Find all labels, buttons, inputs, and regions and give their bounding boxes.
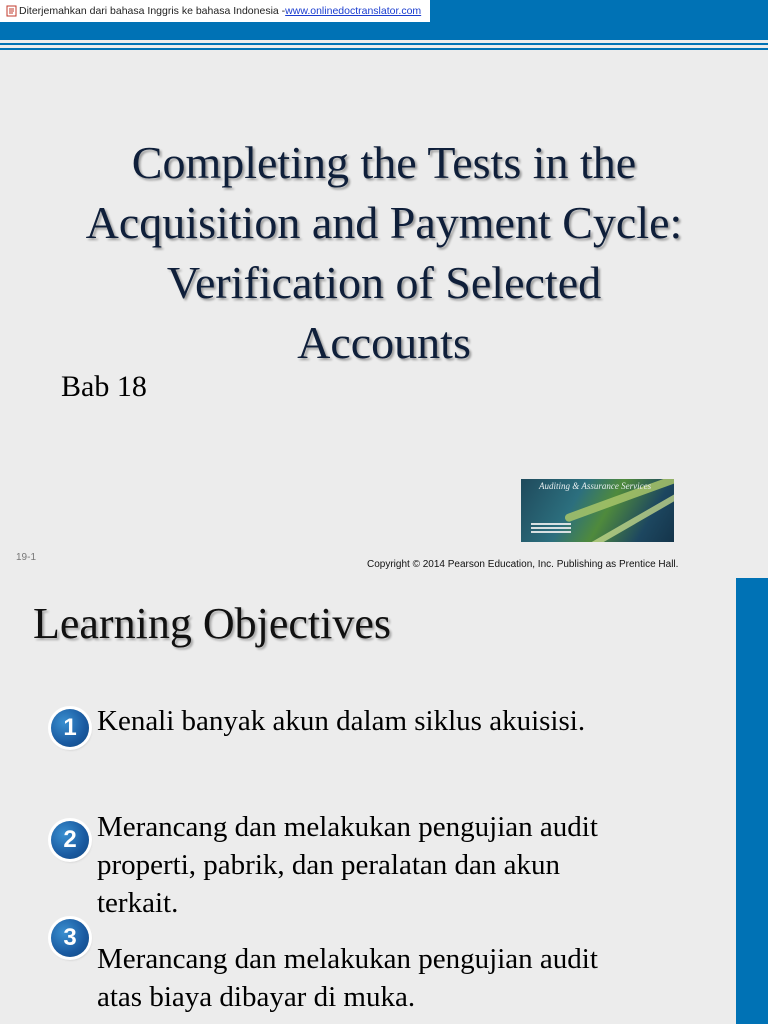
objective-3-badge: 3 [51,919,89,957]
objective-3-text [97,940,717,1016]
slide-1-title-line: Accounts [297,317,471,368]
objective-line: Merancang dan melakukan pengujian audit [97,943,598,975]
objective-2-text [97,808,717,922]
objective-line: Kenali banyak akun dalam siklus akuisisi. [97,705,586,737]
top-accent-line-2 [0,48,768,50]
page-number: 19-1 [16,552,37,563]
slide-2 [0,578,768,1024]
translator-banner-text: Diterjemahkan dari bahasa Inggris ke bahasa Indonesia - [19,5,286,17]
objective-line: terkait. [97,887,179,919]
objective-1-text [97,702,717,740]
cover-author-lines [531,523,571,525]
objective-1-badge: 1 [51,709,89,747]
slide-1-title-line: Acquisition and Payment Cycle: [85,197,683,248]
right-accent-bar [736,578,768,1024]
slide-1-title [20,133,748,373]
slide-1-title-line: Completing the Tests in the [131,137,637,188]
objective-line: atas biaya dibayar di muka. [97,981,416,1013]
top-accent-line [0,43,768,45]
translator-banner [0,0,430,22]
chapter-label: Bab 18 [61,370,147,403]
book-cover-title: Auditing & Assurance Services [539,481,652,491]
objective-2-badge: 2 [51,821,89,859]
objective-line: Merancang dan melakukan pengujian audit [97,811,598,843]
copyright-notice: Copyright © 2014 Pearson Education, Inc. Publishing as Prentice Hall. [367,559,679,570]
objective-line: properti, pabrik, dan peralatan dan akun [97,849,561,881]
slide-1-title-line: Verification of Selected [166,257,602,308]
book-cover-image [521,479,674,542]
document-translate-icon [6,5,18,17]
slide-2-title: Learning Objectives [33,599,391,648]
translator-link[interactable]: www.onlinedoctranslator.com [285,5,422,17]
